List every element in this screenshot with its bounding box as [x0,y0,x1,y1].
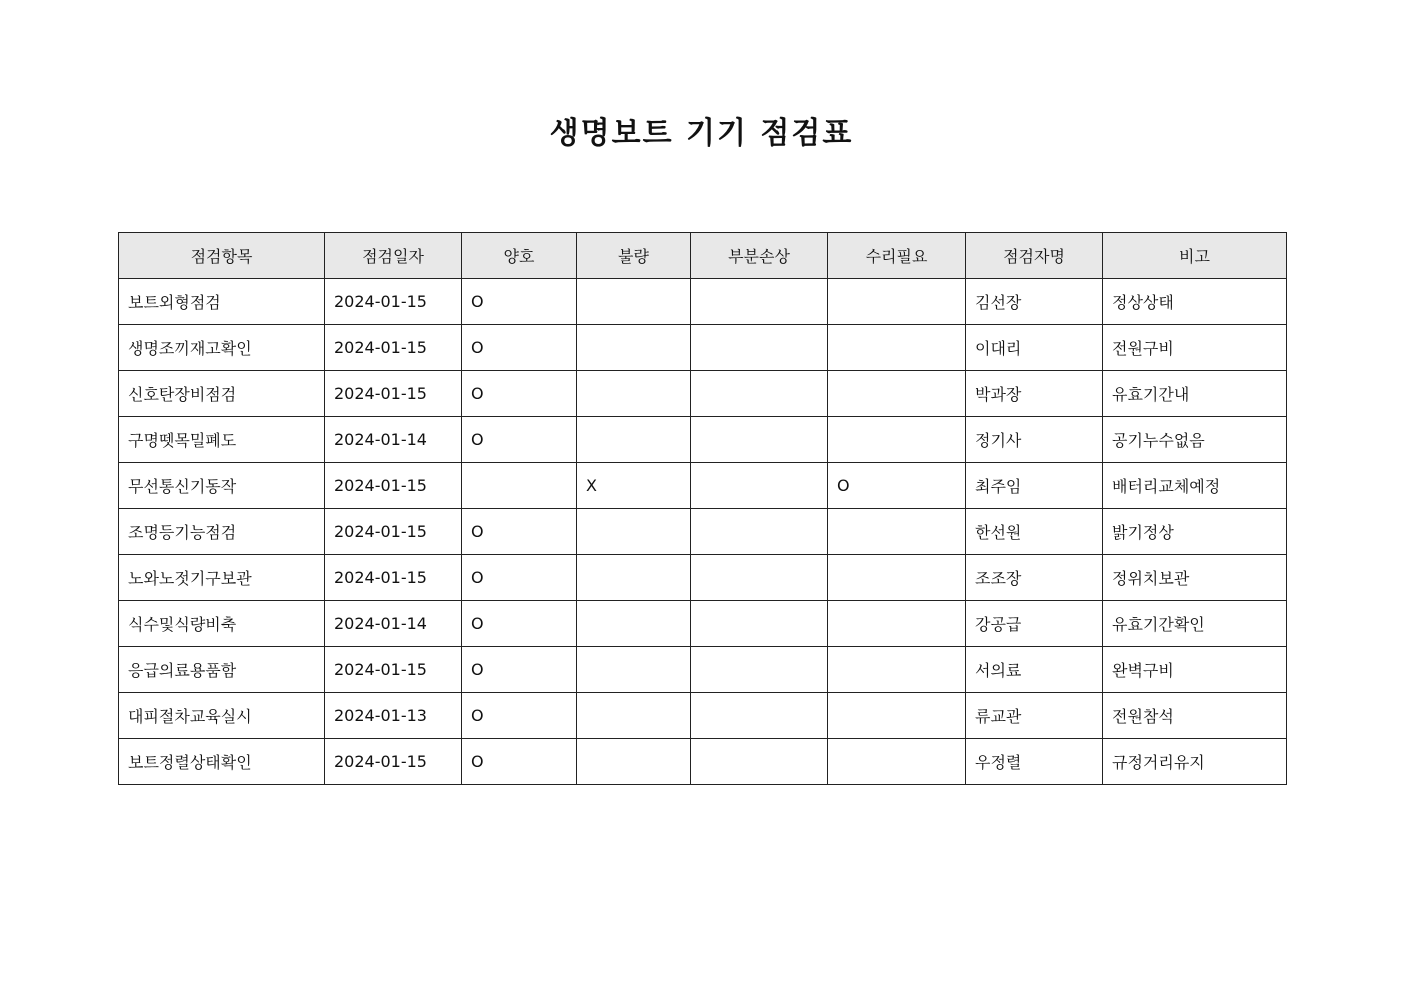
cell-partial-damage [691,601,828,647]
cell-remarks: 유효기간확인 [1103,601,1287,647]
cell-inspector: 정기사 [966,417,1103,463]
cell-good: O [462,371,577,417]
cell-good: O [462,647,577,693]
cell-repair-needed [828,509,966,555]
cell-item: 조명등기능점검 [119,509,325,555]
header-date: 점검일자 [325,233,462,279]
cell-remarks: 전원구비 [1103,325,1287,371]
cell-date: 2024-01-15 [325,325,462,371]
cell-date: 2024-01-15 [325,371,462,417]
cell-inspector: 이대리 [966,325,1103,371]
cell-partial-damage [691,325,828,371]
table-row [119,693,1287,739]
table-row [119,417,1287,463]
cell-remarks: 밝기정상 [1103,509,1287,555]
cell-remarks: 전원참석 [1103,693,1287,739]
header-inspector: 점검자명 [966,233,1103,279]
cell-date: 2024-01-15 [325,739,462,785]
table-row [119,647,1287,693]
table-header [119,233,1287,279]
cell-bad: X [577,463,691,509]
document-title: 생명보트 기기 점검표 [549,116,854,151]
table-row [119,509,1287,555]
cell-repair-needed [828,693,966,739]
cell-date: 2024-01-15 [325,463,462,509]
cell-inspector: 최주임 [966,463,1103,509]
cell-good: O [462,279,577,325]
cell-item: 신호탄장비점검 [119,371,325,417]
cell-good: O [462,555,577,601]
cell-date: 2024-01-15 [325,647,462,693]
cell-inspector: 조조장 [966,555,1103,601]
cell-partial-damage [691,555,828,601]
cell-bad [577,693,691,739]
cell-repair-needed [828,739,966,785]
cell-repair-needed [828,601,966,647]
table-row [119,463,1287,509]
cell-inspector: 김선장 [966,279,1103,325]
cell-bad [577,371,691,417]
cell-item: 대피절차교육실시 [119,693,325,739]
table-body [119,279,1287,785]
table-row [119,739,1287,785]
cell-good: O [462,325,577,371]
cell-good: O [462,739,577,785]
cell-repair-needed [828,325,966,371]
cell-remarks: 배터리교체예정 [1103,463,1287,509]
header-bad: 불량 [577,233,691,279]
cell-bad [577,325,691,371]
cell-item: 응급의료용품함 [119,647,325,693]
cell-remarks: 공기누수없음 [1103,417,1287,463]
table-row [119,279,1287,325]
cell-remarks: 정위치보관 [1103,555,1287,601]
cell-partial-damage [691,693,828,739]
header-remarks: 비고 [1103,233,1287,279]
header-repair-needed: 수리필요 [828,233,966,279]
cell-date: 2024-01-14 [325,417,462,463]
cell-inspector: 우정렬 [966,739,1103,785]
cell-repair-needed [828,555,966,601]
cell-date: 2024-01-14 [325,601,462,647]
cell-partial-damage [691,279,828,325]
cell-bad [577,279,691,325]
table-row [119,371,1287,417]
cell-date: 2024-01-15 [325,509,462,555]
cell-bad [577,555,691,601]
cell-repair-needed [828,371,966,417]
cell-item: 식수및식량비축 [119,601,325,647]
header-item: 점검항목 [119,233,325,279]
cell-item: 보트정렬상태확인 [119,739,325,785]
cell-date: 2024-01-15 [325,555,462,601]
cell-bad [577,417,691,463]
cell-partial-damage [691,463,828,509]
cell-remarks: 정상상태 [1103,279,1287,325]
cell-item: 보트외형점검 [119,279,325,325]
cell-item: 생명조끼재고확인 [119,325,325,371]
cell-remarks: 완벽구비 [1103,647,1287,693]
cell-inspector: 강공급 [966,601,1103,647]
table-row [119,325,1287,371]
cell-bad [577,601,691,647]
cell-bad [577,509,691,555]
cell-partial-damage [691,371,828,417]
cell-partial-damage [691,647,828,693]
cell-inspector: 서의료 [966,647,1103,693]
cell-date: 2024-01-15 [325,279,462,325]
cell-item: 노와노젓기구보관 [119,555,325,601]
cell-bad [577,739,691,785]
header-good: 양호 [462,233,577,279]
inspection-table [118,232,1287,785]
cell-good [462,463,577,509]
cell-date: 2024-01-13 [325,693,462,739]
cell-remarks: 유효기간내 [1103,371,1287,417]
cell-inspector: 박과장 [966,371,1103,417]
cell-item: 무선통신기동작 [119,463,325,509]
cell-remarks: 규정거리유지 [1103,739,1287,785]
cell-partial-damage [691,509,828,555]
cell-repair-needed [828,279,966,325]
cell-bad [577,647,691,693]
cell-good: O [462,417,577,463]
cell-good: O [462,509,577,555]
cell-inspector: 한선원 [966,509,1103,555]
cell-repair-needed [828,417,966,463]
cell-repair-needed [828,647,966,693]
cell-item: 구명뗏목밀폐도 [119,417,325,463]
header-row [119,233,1287,279]
cell-partial-damage [691,417,828,463]
cell-repair-needed: O [828,463,966,509]
header-partial-damage: 부분손상 [691,233,828,279]
cell-partial-damage [691,739,828,785]
cell-good: O [462,693,577,739]
cell-good: O [462,601,577,647]
table-row [119,555,1287,601]
table-row [119,601,1287,647]
cell-inspector: 류교관 [966,693,1103,739]
